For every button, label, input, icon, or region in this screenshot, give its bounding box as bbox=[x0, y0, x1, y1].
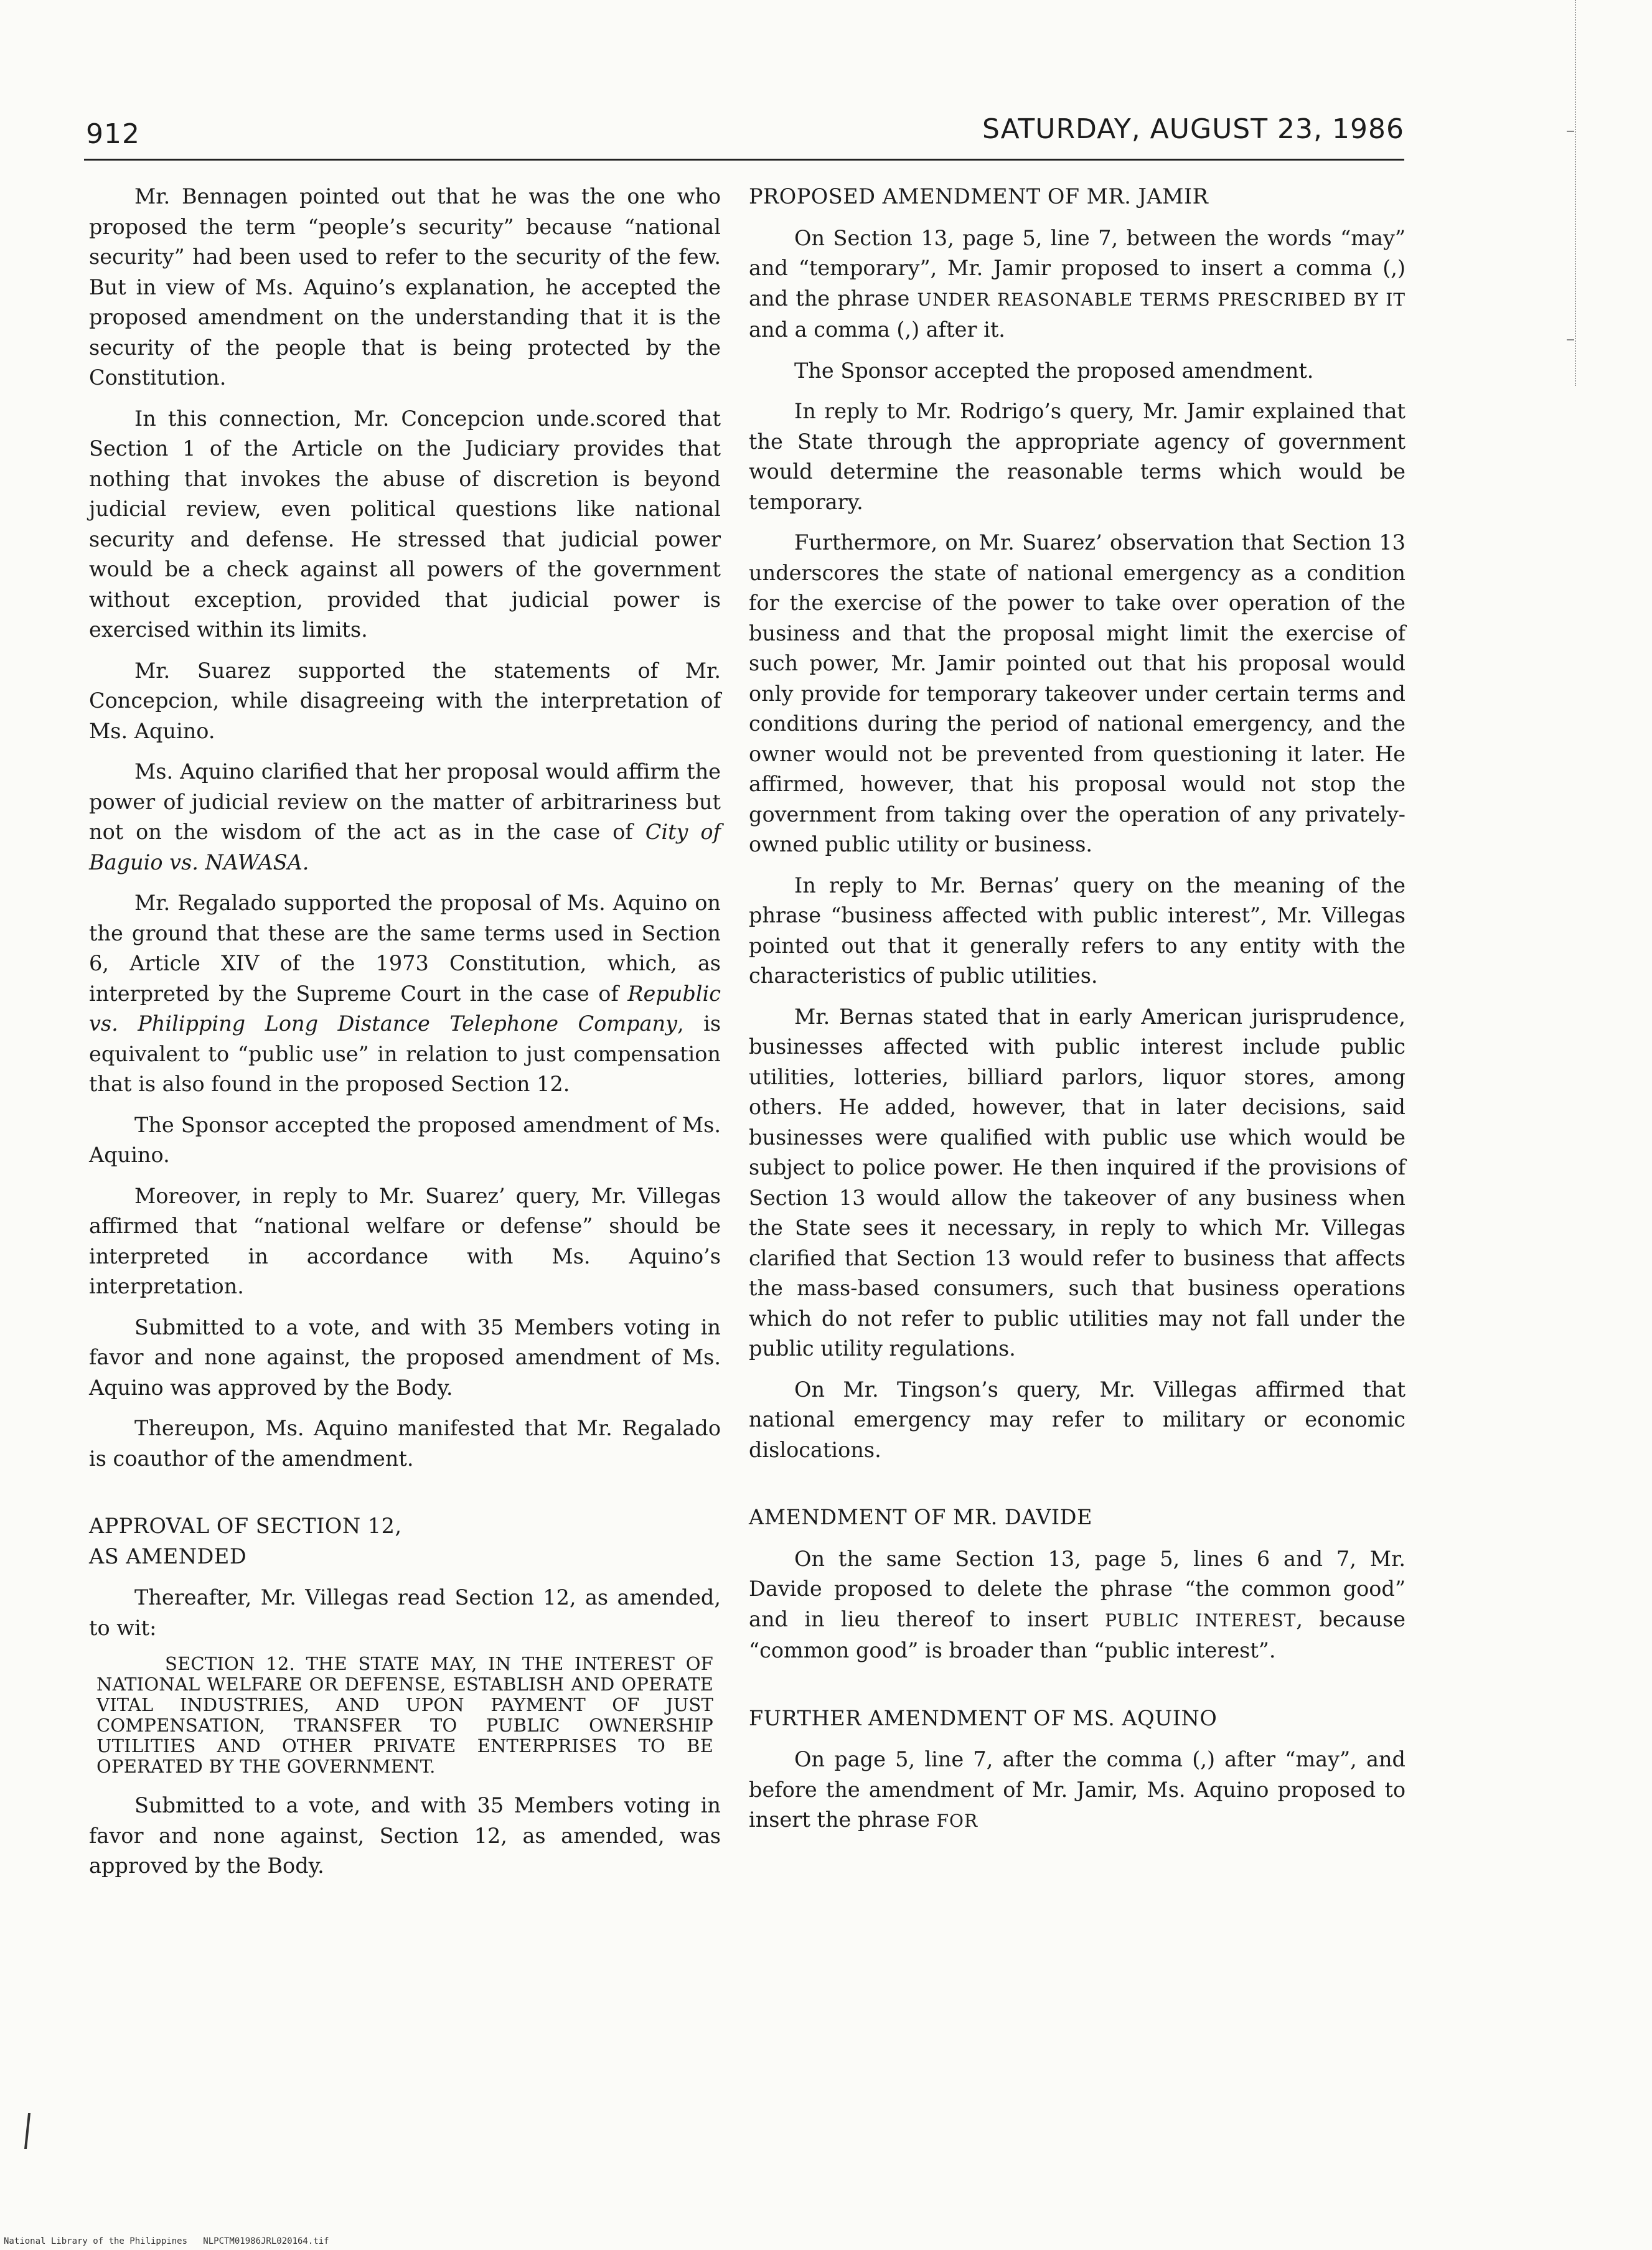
paragraph-davide-proposal bbox=[749, 1544, 1406, 1666]
paragraph-sponsor-accepted: The Sponsor accepted the proposed amendment of Ms. Aquino. bbox=[89, 1112, 721, 1167]
paragraph-sponsor-accepted-jamir: The Sponsor accepted the proposed amendment. bbox=[794, 358, 1314, 383]
scan-margin-tick bbox=[1567, 131, 1574, 132]
paragraph-text: , is equivalent to “public use” in relation to just compensation that is also found in the proposed Section 12. bbox=[89, 1011, 721, 1096]
paragraph-rodrigo-query: In reply to Mr. Rodrigo’s query, Mr. Jamir explained that the State through the appropriate agency of government would determine the reasonable terms which would be temporary. bbox=[749, 399, 1406, 514]
scan-margin-tick bbox=[1567, 339, 1574, 340]
paragraph-suarez: Mr. Suarez supported the statements of Mr. Concepcion, while disagreeing with the interpretation of Ms. Aquino. bbox=[89, 658, 721, 743]
paragraph-vote-section-12: Submitted to a vote, and with 35 Members voting in favor and none against, Section 12, as amended, was approved by the Body. bbox=[89, 1793, 721, 1878]
paragraph-coauthor: Thereupon, Ms. Aquino manifested that Mr. Regalado is coauthor of the amendment. bbox=[89, 1416, 721, 1471]
section-heading-jamir: PROPOSED AMENDMENT OF MR. JAMIR bbox=[749, 184, 1209, 209]
page-number: 912 bbox=[86, 118, 140, 150]
section-heading-aquino-further: FURTHER AMENDMENT OF MS. AQUINO bbox=[749, 1705, 1218, 1730]
case-citation: Republic vs. Philipping Long Distance Telephone Company bbox=[89, 981, 721, 1036]
paragraph-text: , because “common good” is broader than “public interest”. bbox=[749, 1606, 1406, 1662]
paragraph-text: On Section 13, page 5, line 7, between the words “may” and “temporary”, Mr. Jamir proposed to insert a comma (,) and the phrase bbox=[749, 225, 1406, 311]
paragraph-suarez-observation: Furthermore, on Mr. Suarez’ observation that Section 13 underscores the state of national emergency as a condition for the exercise of the power to take over operation of the business and that the proposal might limit the exercise of such power, Mr. Jamir pointed out that his proposal would only provide for temporary takeover under certain terms and conditions during the period of national emergency, and the owner would not be prevented from questioning it later. He affirmed, however, that his proposal would not stop the government from taking over the operation of any privately-owned public utility or business. bbox=[749, 530, 1406, 856]
heading-line: APPROVAL OF SECTION 12, bbox=[89, 1514, 402, 1538]
page-date: SATURDAY, AUGUST 23, 1986 bbox=[982, 113, 1404, 145]
section-heading-approval bbox=[89, 1511, 721, 1572]
statute-section-12: SECTION 12. THE STATE MAY, IN THE INTEREST OF NATIONAL WELFARE OR DEFENSE, ESTABLISH AND OPERATE VITAL INDUSTRIES, AND UPON PAYMENT OF JUST COMPENSATION, TRANSFER TO PUBLIC OWNERSHIP UTILITIES AND OTHER PRIVATE ENTERPRISES TO BE OPERATED BY THE GOVERNMENT. bbox=[96, 1653, 713, 1777]
paragraph-bernas-query: In reply to Mr. Bernas’ query on the meaning of the phrase “business affected with public interest”, Mr. Villegas pointed out that it generally refers to any entity with the characteristics of public utilities. bbox=[749, 873, 1406, 988]
paragraph-text: Ms. Aquino clarified that her proposal would affirm the power of judicial review on the matter of arbitrariness but not on the wisdom of the act as in the case of bbox=[89, 759, 721, 844]
paragraph-regalado bbox=[89, 888, 721, 1100]
paragraph-bennagen: Mr. Bennagen pointed out that he was the one who proposed the term “people’s security” because “national security” had been used to refer to the security of the few. But in view of Ms. Aquino’s explanation, he accepted the proposed amendment on the understanding that it is the security of the people that is being protected by the Constitution. bbox=[89, 184, 721, 390]
small-caps-phrase: UNDER REASONABLE TERMS PRESCRIBED BY IT bbox=[917, 289, 1406, 310]
paragraph-bernas-stated: Mr. Bernas stated that in early American jurisprudence, businesses affected with public interest include public utilities, lotteries, billiard parlors, liquor stores, among others. He added, however, that in later decisions, said businesses were qualified with public use which would be subject to police power. He then inquired if the provisions of Section 13 would allow the takeover of any business when the State sees it necessary, in reply to which Mr. Villegas clarified that Section 13 would refer to business that affects the mass-based consumers, such that business operations which do not refer to public utilities may not fall under the public utility regulations. bbox=[749, 1004, 1406, 1361]
paragraph-jamir-proposal bbox=[749, 223, 1406, 345]
paragraph-concepcion: In this connection, Mr. Concepcion unde.scored that Section 1 of the Article on the Judiciary provides that nothing that invokes the abuse of discretion is beyond judicial review, even political questions like national security and defense. He stressed that judicial power would be a check against all powers of the government without exception, provided that judicial power is exercised within its limits. bbox=[89, 406, 721, 642]
paragraph-vote-amendment: Submitted to a vote, and with 35 Members voting in favor and none against, the proposed amendment of Ms. Aquino was approved by the Body. bbox=[89, 1315, 721, 1400]
scan-corner-mark bbox=[24, 2113, 31, 2149]
case-citation: City of Baguio vs. NAWASA. bbox=[89, 820, 721, 874]
left-column bbox=[89, 182, 721, 1892]
section-heading-davide: AMENDMENT OF MR. DAVIDE bbox=[749, 1505, 1092, 1529]
paragraph-aquino-clarified bbox=[89, 757, 721, 878]
paragraph-tingson-query: On Mr. Tingson’s query, Mr. Villegas affirmed that national emergency may refer to military or economic dislocations. bbox=[749, 1377, 1406, 1462]
paragraph-villegas-affirmed: Moreover, in reply to Mr. Suarez’ query, Mr. Villegas affirmed that “national welfare or defense” should be interpreted in accordance with Ms. Aquino’s interpretation. bbox=[89, 1183, 721, 1298]
paragraph-aquino-further bbox=[749, 1745, 1406, 1837]
small-caps-phrase: FOR bbox=[936, 1811, 979, 1831]
paragraph-villegas-read: Thereafter, Mr. Villegas read Section 12, as amended, to wit: bbox=[89, 1585, 721, 1640]
scan-margin-mark bbox=[1575, 0, 1577, 386]
heading-line: AS AMENDED bbox=[89, 1544, 247, 1568]
paragraph-text: On the same Section 13, page 5, lines 6 and 7, Mr. Davide proposed to delete the phrase “the common good” and in lieu thereof to insert bbox=[749, 1546, 1406, 1631]
paragraph-text: Mr. Regalado supported the proposal of Ms. Aquino on the ground that these are the same terms used in Section 6, Article XIV of the 1973 Constitution, which, as interpreted by the Supreme Court in the case of bbox=[89, 891, 721, 1006]
header-rule bbox=[84, 159, 1404, 161]
small-caps-phrase: PUBLIC INTEREST bbox=[1105, 1610, 1297, 1631]
paragraph-text: On page 5, line 7, after the comma (,) after “may”, and before the amendment of Mr. Jamir, Ms. Aquino proposed to insert the phrase bbox=[749, 1747, 1406, 1832]
right-column bbox=[749, 182, 1406, 1847]
paragraph-text: and a comma (,) after it. bbox=[749, 317, 1005, 342]
footer-credit: National Library of the Philippines NLPCTM01986JRL020164.tif bbox=[4, 2236, 329, 2246]
